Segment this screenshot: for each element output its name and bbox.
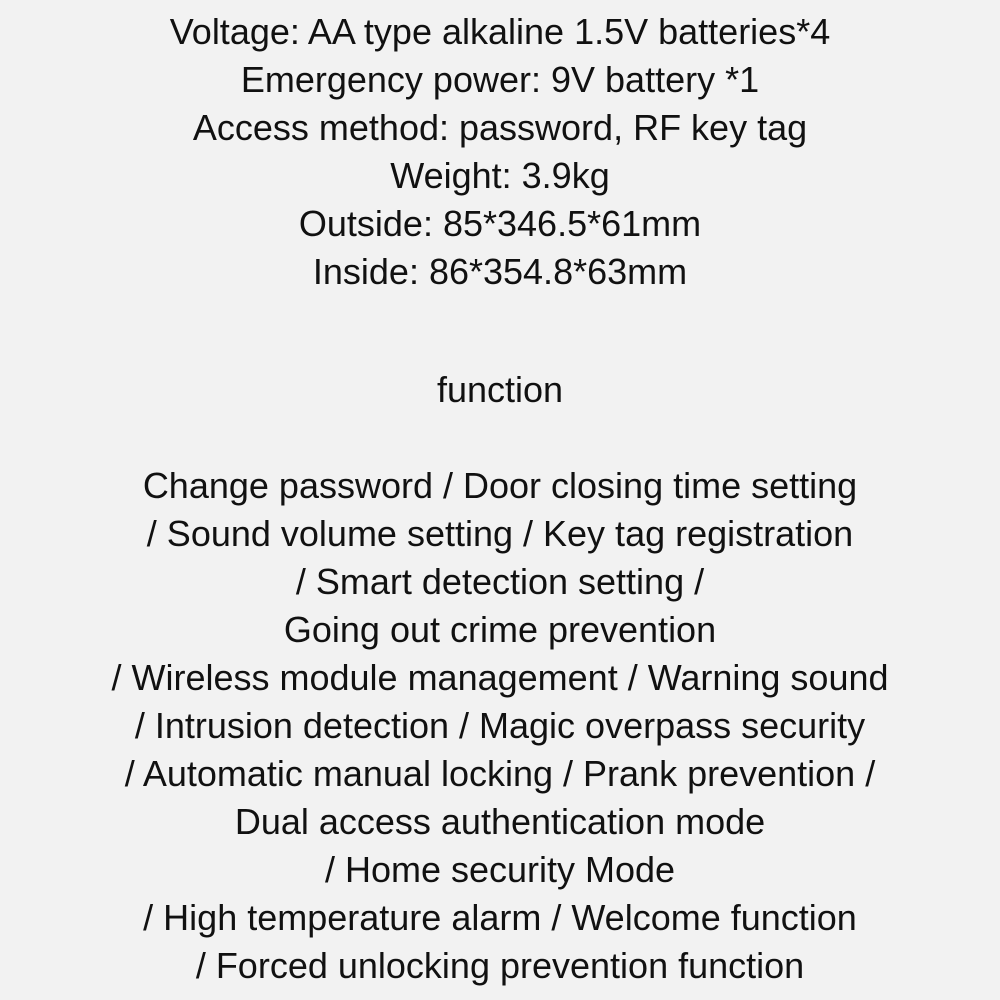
spec-outside-dimensions: Outside: 85*346.5*61mm [298,203,702,244]
spec-emergency-power: Emergency power: 9V battery *1 [240,59,760,100]
spec-inside-dimensions: Inside: 86*354.8*63mm [312,251,688,292]
function-line: / Sound volume setting / Key tag registration [146,513,854,554]
function-line: / Smart detection setting / [295,561,705,602]
function-line: / Home security Mode [324,849,676,890]
function-line: / Automatic manual locking / Prank prevention / [124,753,876,794]
function-line: / Forced unlocking prevention function [195,945,805,986]
function-heading: function [436,369,564,410]
function-line: Going out crime prevention [283,609,717,650]
function-line: / Wireless module management / Warning sound [111,657,889,698]
spec-weight: Weight: 3.9kg [390,155,610,196]
spec-access-method: Access method: password, RF key tag [192,107,808,148]
spec-voltage: Voltage: AA type alkaline 1.5V batteries*4 [169,11,831,52]
function-line: Dual access authentication mode [234,801,766,842]
function-line: Change password / Door closing time setting [142,465,858,506]
function-line: / High temperature alarm / Welcome function [143,897,857,938]
function-line: / Intrusion detection / Magic overpass security [134,705,866,746]
